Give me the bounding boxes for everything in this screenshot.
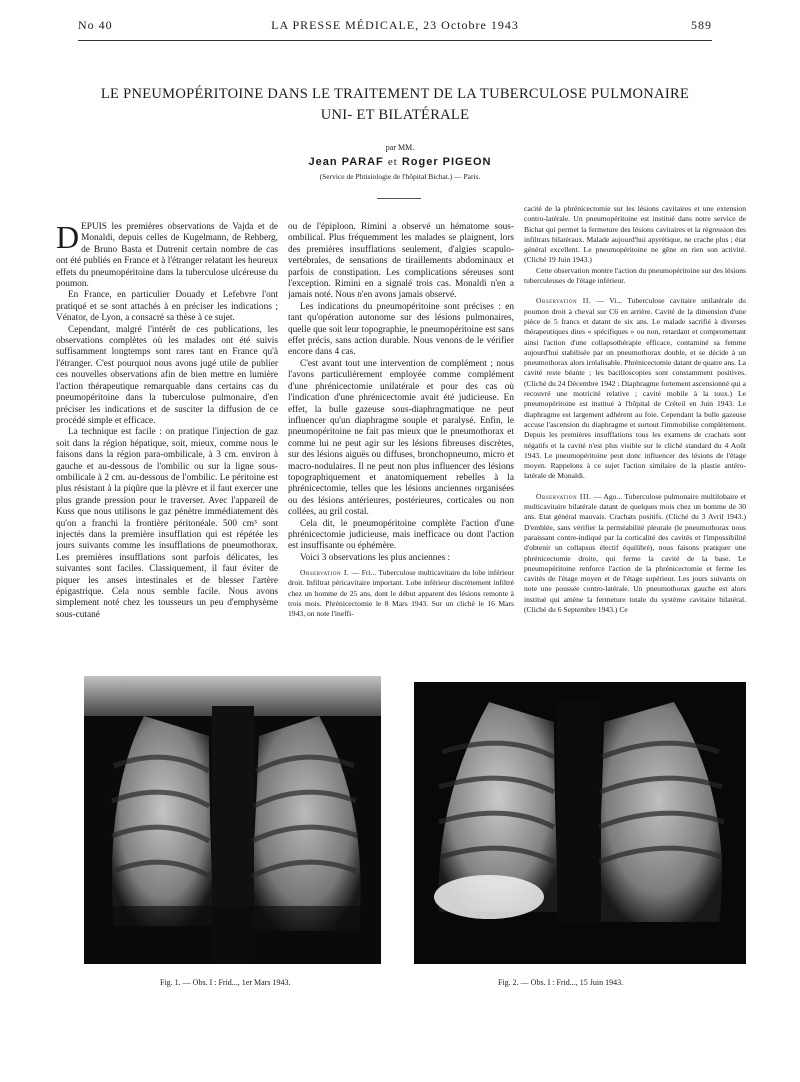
paragraph: En France, en particulier Douady et Lefebvre l'ont pratiqué et se sont attachés à en préciser les indications ; Vénator, de Lyon, a consacré sa thèse à ce sujet. <box>56 290 278 324</box>
title-line-1: LE PNEUMOPÉRITOINE DANS LE TRAITEMENT DE LA TUBERCULOSE PULMONAIRE <box>100 86 690 102</box>
paragraph: ou de l'épiploon. Rimini a observé un hématome sous-ombilical. Plus fréquemment les malades se plaignent, lors des premières insufflations seulement, d'algies scapulo-vertébrales, de sensations de tiraillements abdominaux et parfois de constipation. Les complications séreuses sont l'exception. Rimini en a signalé trois cas. Monaldi n'en a jamais noté. Nous n'en avons jamais observé. <box>288 222 514 301</box>
header-rule <box>78 40 712 41</box>
paragraph: cacité de la phrénicectomie sur les lésions cavitaires et une extension contro-latérale. Un pneumopéritoine est institué dans notre service de Bichat qui permet la fermeture des lésions cavitaires et la régression des infiltrats bilatéraux. Malade aujourd'hui apyrétique, ne crache plus ; état général excellent. Le pneumopéritoine ne gêne en rien son activité. (Cliché 19 Juin 1943.) <box>524 204 746 265</box>
issue-number: No 40 <box>78 18 113 32</box>
journal-date: LA PRESSE MÉDICALE, 23 Octobre 1943 <box>271 18 519 32</box>
page-number: 589 <box>691 18 712 32</box>
paragraph: Cette observation montre l'action du pneumopéritoine sur des lésions tuberculeuses de l'étage inférieur. <box>524 265 746 286</box>
observation-1: Observation I. — Fri... Tuberculose multicavitaire du lobe inférieur droit. Infiltrat péricavitaire important. Lobe inférieur discrètement infiltré chez un homme de 25 ans, dont le début apparent des lésions remonte à trois mois. Phrénicectomie le 8 Mars 1943. Sur un cliché le 16 Mars 1943, on note l'ineffi- <box>288 568 514 619</box>
paragraph: Cependant, malgré l'intérêt de ces publications, les observations complètes où les malades ont été suivis suffisamment longtemps sont rares tant en France qu'à l'étranger. C'est pourquoi nous avons jugé utile de publier ces nouvelles observations afin de bien mettre en lumière l'action thérapeutique remarquable dans certains cas du pneumopéritoine dans la tuberculose pulmonaire, d'en préciser les indications et de susciter la diffusion de ce procédé simple et efficace. <box>56 324 278 426</box>
figure-1-caption: Fig. 1. — Obs. I : Frid..., 1er Mars 1943. <box>160 978 291 987</box>
byline-par: par MM. <box>385 143 415 152</box>
paragraph: Voici 3 observations les plus anciennes : <box>300 552 451 563</box>
chest-xray-image <box>84 676 381 964</box>
author-separator: et <box>387 156 398 168</box>
column-3 <box>524 204 746 664</box>
running-header <box>78 18 712 32</box>
figure-1-xray <box>84 676 381 964</box>
paragraph: DEPUIS les premières observations de Vajda et de Monaldi, depuis celles de Kugelmann, de Rehberg, de Bruno Basta et Dutrenit certain nombre de cas ont été publiés en France et à l'étranger relatant les heureux effets du pneumopéritoine dans la tuberculose ulcéreuse du poumon. <box>56 222 278 290</box>
column-1 <box>56 222 278 664</box>
figure-2-caption: Fig. 2. — Obs. I : Frid..., 15 Juin 1943. <box>498 978 624 987</box>
column-2 <box>288 222 514 664</box>
author-1: Jean PARAF <box>308 156 384 168</box>
drop-cap: D <box>56 222 80 255</box>
figure-2-xray <box>414 682 746 964</box>
title-rule <box>377 198 421 199</box>
observation-3: Observation III. — Ago... Tuberculose pulmonaire multilobaire et multicavitaire bilatérale datant de quelques mois chez un homme de 30 ans. Etat général mauvais. Crachats positifs. (Cliché du 3 Avril 1943.) D'emblée, sans vérifier la perméabilité pleurale (le pneumothorax nous paraissant contre-indiqué par la corticalité des cavités et l'impossibilité d'obtenir un collapsus électif équilibré), nous faisons pratiquer une phrénicectomie droite, qui ferme la cavité de la base. Le pneumopéritoine renforce l'action de la phrénicectomie et ferme les cavités de l'étage moyen et de l'étage supérieur. Les jours suivants on note une poussée contro-latérale. Un pneumothorax gauche est alors institué qui amène la fermeture totale du système cavitaire bilatéral. (Cliché du 6 Septembre 1943.) Ce <box>524 491 746 614</box>
author-2: Roger PIGEON <box>401 156 492 168</box>
authors <box>0 156 800 168</box>
paragraph: Cela dit, le pneumopéritoine complète l'action d'une phrénicectomie judicieuse, mais inefficace ou dont l'action est insuffisante ou éphémère. <box>288 518 514 552</box>
paragraph: Les indications du pneumopéritoine sont précises : en tant qu'opération autonome sur des lésions pulmonaires, quelle que soit leur topographie, le pneumopéritoine est sans effet précis, sans action durable. Nous venons de le vérifier encore dans 4 cas. <box>288 301 514 358</box>
paragraph: C'est avant tout une intervention de complément ; nous l'avons particulièrement employée comme complément d'une phrénicectomie unilatérale et pour des cas où l'indication d'une phrénicectomie avait été judicieuse. En effet, la bulle gazeuse sous-diaphragmatique ne peut influencer qu'un diaphragme souple et paralysé. Enfin, le pneumopéritoine ne fait pas mieux que le pneumothorax et comme lui ne peut agir sur les lésions fibreuses discrètes, sur des lésions aiguës ou diffuses, bronchopneumo, micro et macro-nodulaires. Il ne peut non plus influencer des lésions topographiquement et anatomiquement rebelles à la phrénicectomie, telles que les lésions anciennes organisées ou des lésions antérieures, postérieures, corticales ou non collées, au gril costal. <box>288 358 514 518</box>
paragraph: La technique est facile : on pratique l'injection de gaz soit dans la région hépatique, soit, mieux, comme nous le faisons dans la région para-ombilicale, à 3 cm. environ à gauche et au-dessous de l'ombilic ou sur la ligne sous-ombilicale à 2 cm. au-dessous de l'ombilic. Le péritoine est plus résistant à la piqûre que la plèvre et il faut exercer une plus grande pression pour le traverser. Avec l'appareil de Kuss que nous utilisons le gaz pénètre immédiatement dès qu'on a franchi la frontière péritonéale. 500 cm³ sont injectés dans la première insufflation qui est répétée les jours suivants comme les insufflations de pneumothorax. Les premières insufflations sont parfois délicates, les suivantes sont faciles. Classiquement, il faut éviter de piquer les anses intestinales et de blesser l'artère épigastrique. Cela nous semble facile. Nous avons simplement noté chez les tousseurs un peu d'emphysème sous-cutané <box>56 427 278 620</box>
article-title <box>80 84 710 126</box>
observation-2: Observation II. — Vi... Tuberculose cavitaire unilatérale du poumon droit à cheval sur C6 en arrière. Cavité de la dimension d'une pièce de 5 francs et datant de six ans. Le malade sacrifié à diverses thérapeutiques dites « spécifiques » ou non, retardant et compromettant ainsi l'action d'une collapsothérapie efficace, contaminé sa femme aujourd'hui stabilisée par un pneumothorax double, et se décide à un pneumothorax alors irréalisable. Phrénicectomie datant de quatre ans. La cavité reste béante ; les bacilloscopies sont constamment positives. (Cliché du 24 Décembre 1942 : Diaphragme fortement ascensionné qui a recouvré une motricité relative ; cavité mobile à la toux.) Le pneumopéritoine est institué à l'hôpital de Créteil en Juin 1943. Le diaphragme est largement adhérent au foie. Cependant la bulle gazeuse accuse l'ascension du diaphragme et surtout l'immobilise complètement. Depuis les premières insufflations tous les examens de crachats sont négatifs et la cavité n'est plus visible sur le cliché standard du 4 Août 1943. Le pneumopéritoine peut donc influencer des lésions de l'étage moyen. Rappelons à ce sujet l'action similaire de la plastie antéro-latérale de Monaldi. <box>524 296 746 481</box>
affiliation: (Service de Phtisiologie de l'hôpital Bichat.) — Paris. <box>319 172 481 181</box>
title-line-2: UNI- ET BILATÉRALE <box>320 107 470 123</box>
chest-xray-image <box>414 682 746 964</box>
